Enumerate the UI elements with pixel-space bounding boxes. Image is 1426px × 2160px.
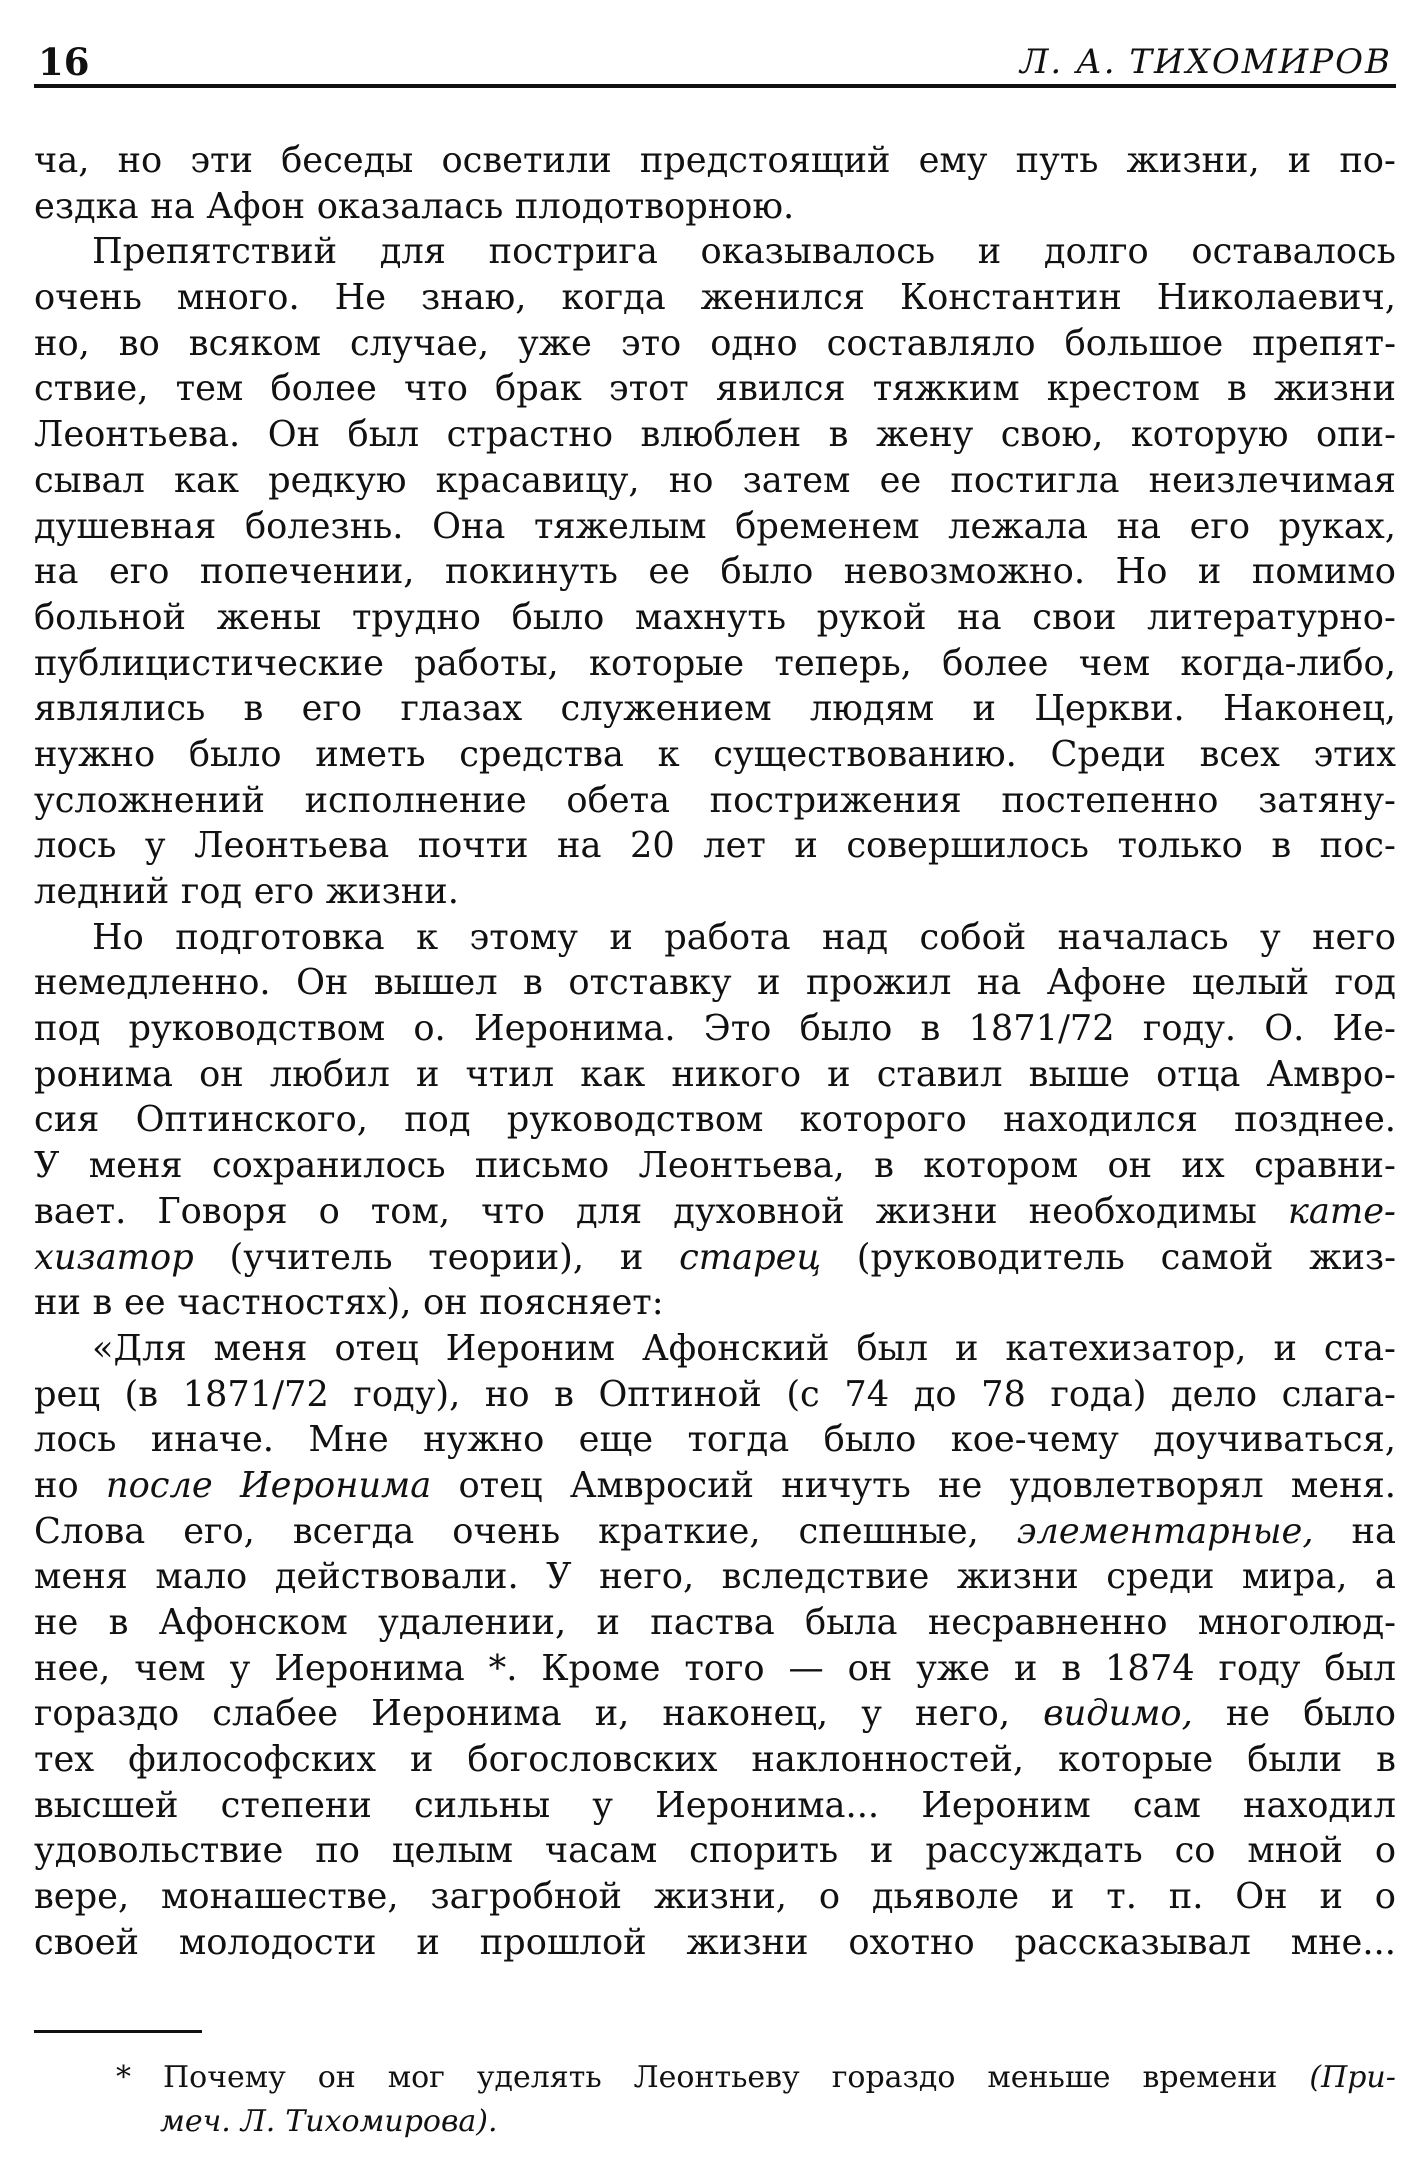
text-line: вает. Говоря о том, что для духовной жизни необходимы кате-	[34, 1190, 1396, 1232]
body-text	[34, 138, 1396, 1966]
text-line: Леонтьева. Он был страстно влюблен в жену свою, которую опи-	[34, 414, 1396, 456]
text-line: лось у Леонтьева почти на 20 лет и совершилось только в пос-	[34, 825, 1396, 867]
text-line: «Для меня отец Иероним Афонский был и катехизатор, и ста-	[92, 1327, 1396, 1369]
text-line: Но подготовка к этому и работа над собой началась у него	[92, 916, 1396, 958]
footnote	[116, 2056, 1396, 2144]
text-line: Препятствий для пострига оказывалось и долго оставалось	[92, 231, 1396, 273]
text-line: Слова его, всегда очень краткие, спешные, элементарные, на	[34, 1510, 1396, 1552]
text-line: гораздо слабее Иеронима и, наконец, у него, видимо, не было	[34, 1693, 1396, 1735]
text-line: сия Оптинского, под руководством которого находился позднее.	[34, 1099, 1396, 1141]
text-line: больной жены трудно было махнуть рукой на свои литературно-	[34, 596, 1396, 638]
text-line: публицистические работы, которые теперь, более чем когда-либо,	[34, 642, 1396, 684]
text-line: ледний год его жизни.	[34, 871, 459, 912]
text-line: ни в ее частностях), он поясняет:	[34, 1282, 664, 1324]
footnote-divider	[34, 2030, 202, 2033]
text-line: являлись в его глазах служением людям и Церкви. Наконец,	[34, 688, 1396, 730]
text-line: меня мало действовали. У него, вследствие жизни среди мира, а	[34, 1556, 1396, 1598]
text-line: вере, монашестве, загробной жизни, о дьяволе и т. п. Он и о	[34, 1876, 1396, 1918]
text-line: ронима он любил и чтил как никого и ставил выше отца Амвро-	[34, 1053, 1396, 1095]
text-line: ездка на Афон оказалась плодотворною.	[34, 185, 795, 227]
text-line: немедленно. Он вышел в отставку и прожил на Афоне целый год	[34, 962, 1396, 1004]
text-line: но после Иеронима отец Амвросий ничуть не удовлетворял меня.	[34, 1464, 1396, 1506]
text-line: тех философских и богословских наклонностей, которые были в	[34, 1739, 1396, 1781]
text-line: высшей степени сильны у Иеронима... Иероним сам находил	[34, 1784, 1396, 1826]
text-line: У меня сохранилось письмо Леонтьева, в котором он их сравни-	[34, 1145, 1396, 1187]
text-line: ствие, тем более что брак этот явился тяжким крестом в жизни	[34, 368, 1396, 410]
text-line: рец (в 1871/72 году), но в Оптиной (с 74 до 78 года) дело слага-	[34, 1373, 1396, 1415]
text-line: удовольствие по целым часам спорить и рассуждать со мной о	[34, 1830, 1396, 1872]
running-title: Л. А. ТИХОМИРОВ	[1020, 42, 1392, 82]
text-line: под руководством о. Иеронима. Это было в 1871/72 году. О. Ие-	[34, 1008, 1396, 1050]
page-number: 16	[38, 40, 90, 84]
footnote-line: меч. Л. Тихомирова).	[160, 2104, 498, 2139]
footnote-line: * Почему он мог уделять Леонтьеву гораздо меньше времени (При-	[116, 2060, 1396, 2095]
text-line: но, во всяком случае, уже это одно составляло большое препят-	[34, 322, 1396, 364]
page-header	[34, 28, 1396, 88]
text-line: лось иначе. Мне нужно еще тогда было кое-чему доучиваться,	[34, 1419, 1396, 1461]
text-line: нее, чем у Иеронима *. Кроме того — он уже и в 1874 году был	[34, 1647, 1396, 1689]
text-line: хизатор (учитель теории), и старец (руководитель самой жиз-	[34, 1236, 1396, 1278]
text-line: своей молодости и прошлой жизни охотно рассказывал мне...	[34, 1921, 1396, 1963]
text-line: очень много. Не знаю, когда женился Константин Николаевич,	[34, 277, 1396, 319]
text-line: на его попечении, покинуть ее было невозможно. Но и помимо	[34, 551, 1396, 593]
text-line: усложнений исполнение обета пострижения постепенно затяну-	[34, 779, 1396, 821]
text-line: ча, но эти беседы осветили предстоящий ему путь жизни, и по-	[34, 140, 1396, 181]
text-line: сывал как редкую красавицу, но затем ее постигла неизлечимая	[34, 459, 1396, 501]
text-line: душевная болезнь. Она тяжелым бременем лежала на его руках,	[34, 505, 1396, 547]
text-line: нужно было иметь средства к существованию. Среди всех этих	[34, 733, 1396, 775]
text-line: не в Афонском удалении, и паства была несравненно многолюд-	[34, 1602, 1396, 1643]
